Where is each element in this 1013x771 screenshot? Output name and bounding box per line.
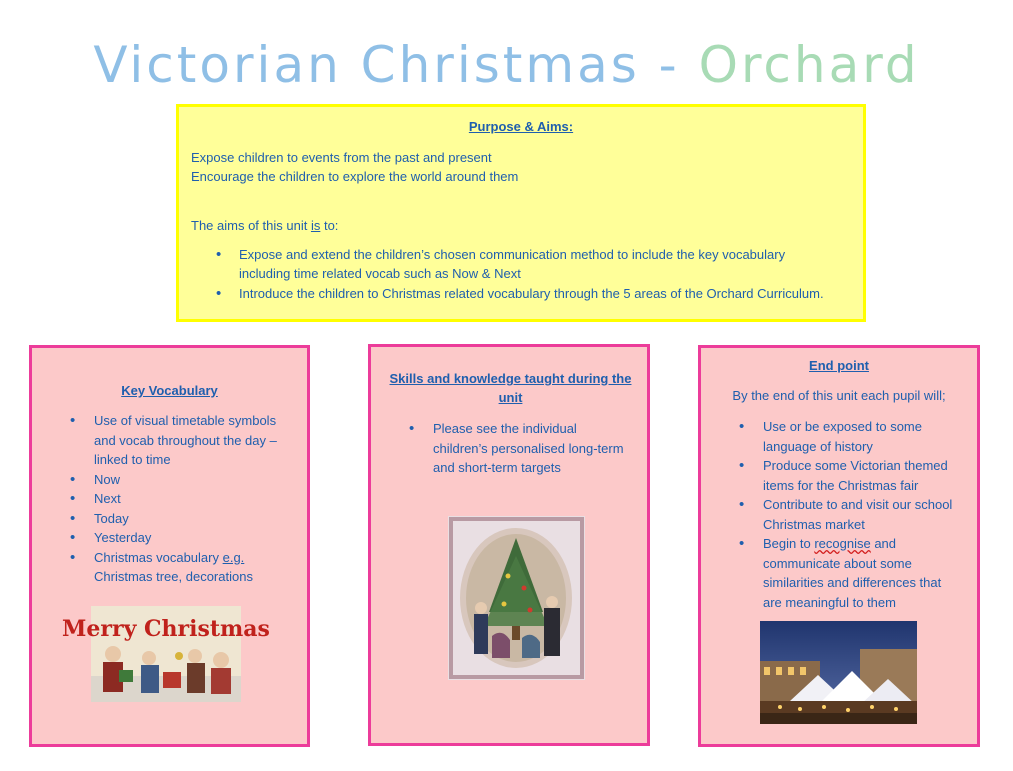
list-item: • Use of visual timetable symbols and vocab throughout the day – linked to time xyxy=(62,411,292,470)
aims-line: Expose children to events from the past and present xyxy=(191,150,492,165)
list-item: • Expose and extend the children’s chosen communication method to include the key vocabulary including time related vocab such as Now & Next xyxy=(179,245,819,283)
list-item: • Introduce the children to Christmas related vocabulary through the 5 areas of the Orchard Curriculum. xyxy=(179,284,879,303)
title-accent: Orchard xyxy=(698,36,920,94)
christmas-tree-illustration xyxy=(448,516,585,680)
christmas-market-illustration xyxy=(760,621,917,724)
aims-heading: Purpose & Aims: xyxy=(468,119,574,134)
victorian-christmas-tree-image xyxy=(448,516,585,680)
merry-christmas-image-text: Merry Christmas xyxy=(62,616,270,642)
end-point-card xyxy=(698,345,980,747)
list-item: • Christmas vocabulary e.g. Christmas tree, decorations xyxy=(62,548,292,587)
aims-intro: The aims of this unit is to: xyxy=(191,218,339,233)
skills-heading: Skills and knowledge taught during the unit xyxy=(389,371,632,405)
aims-list xyxy=(179,245,863,304)
list-item: • Contribute to and visit our school Christmas market xyxy=(731,495,963,534)
purpose-aims-box xyxy=(176,104,866,322)
list-item: • Yesterday xyxy=(62,528,292,548)
list-item: • Now xyxy=(62,470,292,490)
christmas-market-image xyxy=(760,621,917,724)
skills-knowledge-card xyxy=(368,344,650,746)
merry-christmas-image xyxy=(62,606,270,702)
vocabulary-list xyxy=(62,411,292,587)
key-vocabulary-heading: Key Vocabulary xyxy=(121,383,218,398)
end-point-heading: End point xyxy=(809,358,869,373)
list-item: • Next xyxy=(62,489,292,509)
list-item: • Please see the individual children’s personalised long-term and short-term targets xyxy=(401,419,631,478)
list-item: • Today xyxy=(62,509,292,529)
list-item: • Begin to recognise and communicate about some similarities and differences that are meaningful to them xyxy=(731,534,963,612)
merry-christmas-illustration xyxy=(62,606,270,702)
list-item: • Use or be exposed to some language of history xyxy=(731,417,963,456)
key-vocabulary-card xyxy=(29,345,310,747)
list-item: • Produce some Victorian themed items for the Christmas fair xyxy=(731,456,963,495)
aims-line: Encourage the children to explore the world around them xyxy=(191,169,519,184)
end-point-list xyxy=(731,417,963,612)
title-main: Victorian Christmas - xyxy=(93,36,699,94)
skills-list xyxy=(401,419,631,478)
page-title xyxy=(0,30,1013,100)
end-point-intro: By the end of this unit each pupil will; xyxy=(732,388,946,403)
